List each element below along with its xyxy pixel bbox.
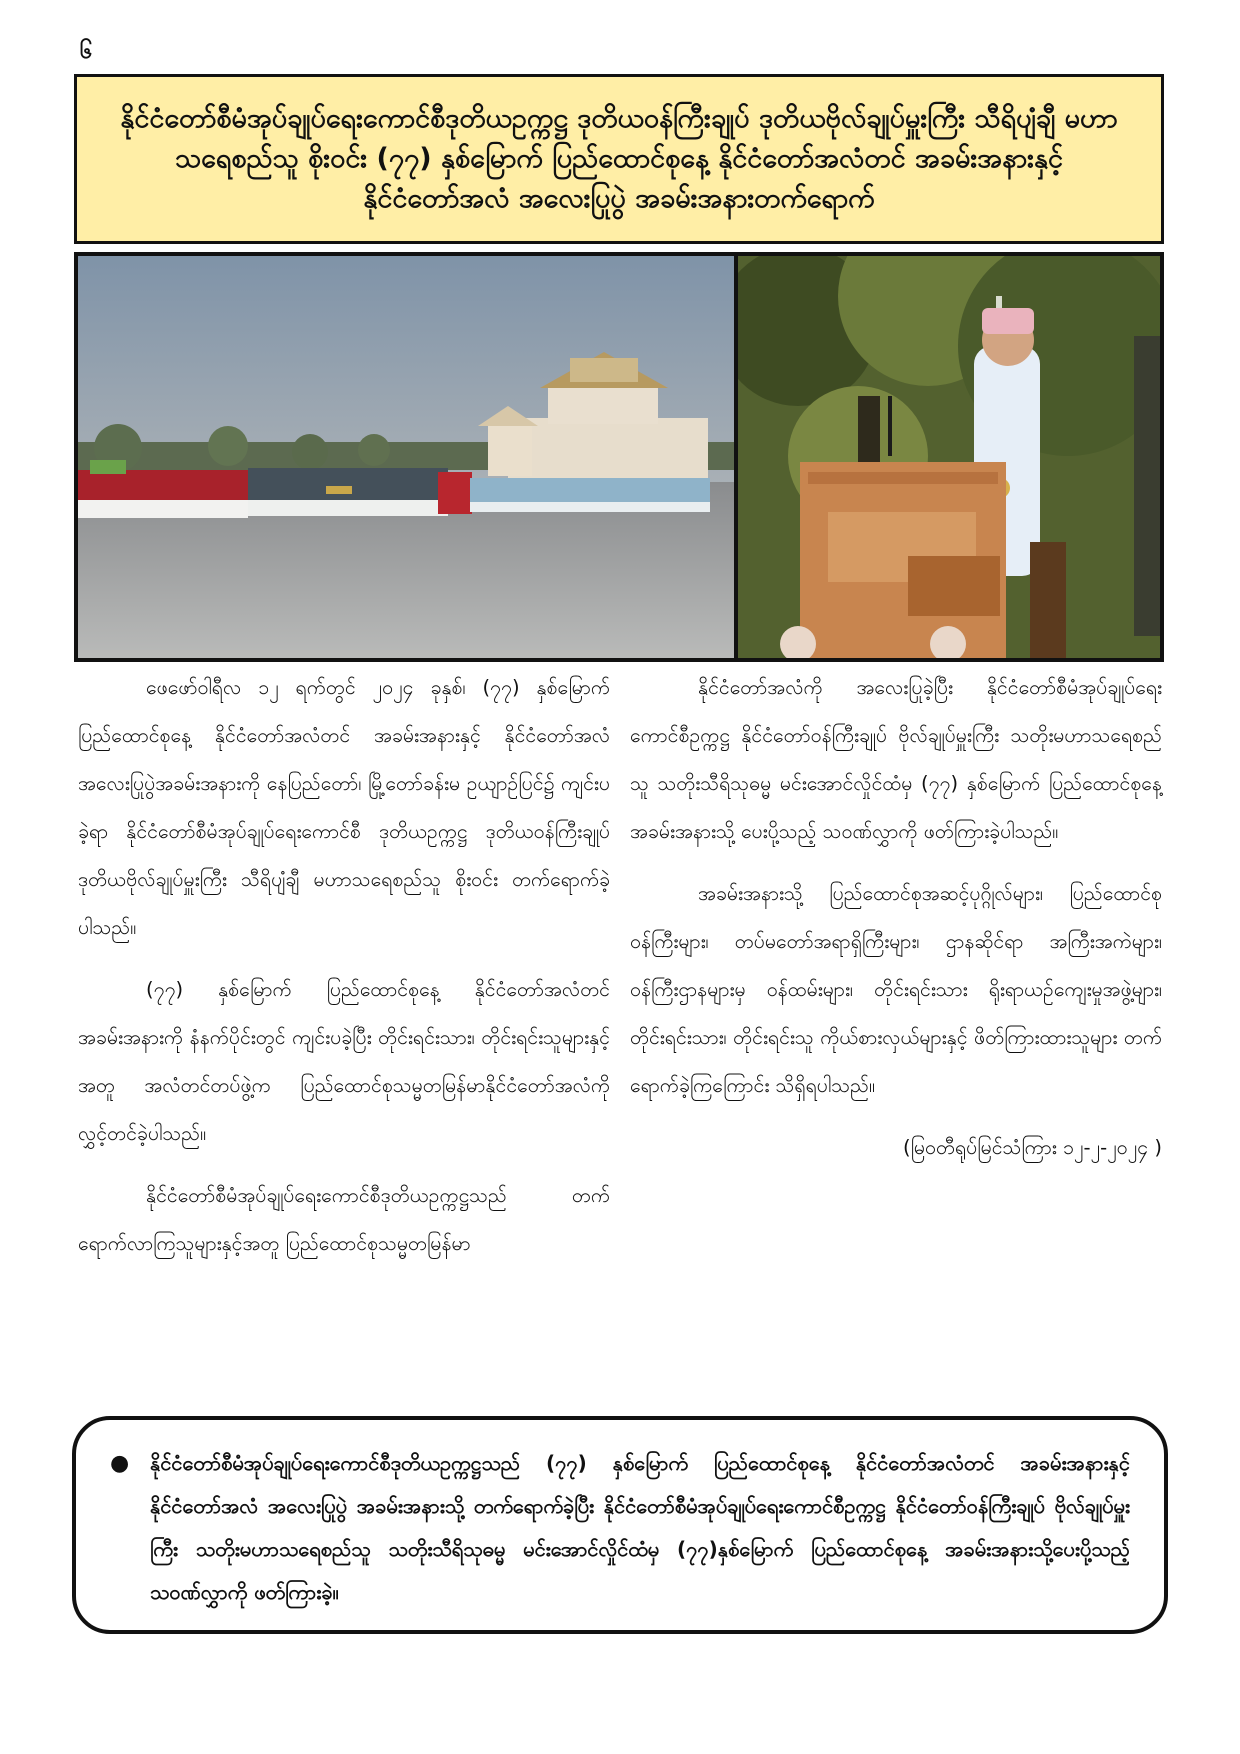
article-paragraph: နိုင်ငံတော်အလံကို အလေးပြုခဲ့ပြီး နိုင်ငံတော်စီမံအုပ်ချုပ်ရေးကောင်စီဥက္ကဋ္ဌ နိုင်ငံတော်ဝန်ကြီးချုပ် ဗိုလ်ချုပ်မှူးကြီး သတိုးမဟာသရေစည်သူ သတိုးသီရိသုဓမ္မ မင်းအောင်လှိုင်ထံမှ (၇၇) နှစ်မြောက် ပြည်ထောင်စုနေ့အခမ်းအနားသို့ ပေးပို့သည့် သဝဏ်လွှာကို ဖတ်ကြားခဲ့ပါသည်။ (630, 676, 1162, 843)
article-right-column (630, 664, 1162, 1172)
photo-strip (74, 252, 1164, 662)
bullet-icon: ● (110, 1451, 130, 1476)
article-paragraph: ဖေဖော်ဝါရီလ ၁၂ ရက်တွင် ၂၀၂၄ ခုနှစ်၊ (၇၇) နှစ်မြောက် ပြည်ထောင်စုနေ့ နိုင်ငံတော်အလံတင် အခမ်းအနားနှင့် နိုင်ငံတော်အလံအလေးပြုပွဲအခမ်းအနားကို နေပြည်တော်၊ မြို့တော်ခန်းမ ဥယျာဉ်ပြင်၌ ကျင်းပခဲ့ရာ နိုင်ငံတော်စီမံအုပ်ချုပ်ရေးကောင်စီ ဒုတိယဥက္ကဋ္ဌ ဒုတိယဝန်ကြီးချုပ် ဒုတိယဗိုလ်ချုပ်မှူးကြီး သီရိပျံချီ မဟာသရေစည်သူ စိုးဝင်း တက်ရောက်ခဲ့ပါသည်။ (78, 676, 610, 939)
parade-scene-image (78, 256, 734, 658)
speaker-at-podium-photo (738, 256, 1160, 658)
article-paragraph: အခမ်းအနားသို့ ပြည်ထောင်စုအဆင့်ပုဂ္ဂိုလ်များ၊ ပြည်ထောင်စုဝန်ကြီးများ၊ တပ်မတော်အရာရှိကြီးများ၊ ဌာနဆိုင်ရာ အကြီးအကဲများ၊ ဝန်ကြီးဌာနများမှ ဝန်ထမ်းများ၊ တိုင်းရင်းသား ရိုးရာယဉ်ကျေးမှုအဖွဲ့များ၊ တိုင်းရင်းသား၊ တိုင်းရင်းသူ ကိုယ်စားလှယ်များနှင့် ဖိတ်ကြားထားသူများ တက်ရောက်ခဲ့ကြကြောင်း သိရှိရပါသည်။ (630, 882, 1162, 1097)
article-source: (မြဝတီရုပ်မြင်သံကြား ၁၂-၂-၂၀၂၄ ) (903, 1136, 1162, 1159)
page-number: ၆ (80, 39, 93, 64)
article-paragraph: နိုင်ငံတော်စီမံအုပ်ချုပ်ရေးကောင်စီဒုတိယဥက္ကဋ္ဌသည် တက်ရောက်လာကြသူများနှင့်အတူ ပြည်ထောင်စုသမ္မတမြန်မာ (78, 1184, 610, 1255)
article-paragraph: (၇၇) နှစ်မြောက် ပြည်ထောင်စုနေ့ နိုင်ငံတော်အလံတင် အခမ်းအနားကို နံနက်ပိုင်းတွင် ကျင်းပခဲ့ပြီး တိုင်းရင်းသား၊ တိုင်းရင်းသူများနှင့်အတူ အလံတင်တပ်ဖွဲ့က ပြည်ထောင်စုသမ္မတမြန်မာနိုင်ငံတော်အလံကို လွှင့်တင်ခဲ့ပါသည်။ (78, 978, 610, 1145)
headline-box (74, 74, 1164, 244)
headline-text: နိုင်ငံတော်စီမံအုပ်ချုပ်ရေးကောင်စီဒုတိယဥက္ကဋ္ဌ ဒုတိယဝန်ကြီးချုပ် ဒုတိယဗိုလ်ချုပ်မှူးကြီး သီရိပျံချီ မဟာသရေစည်သူ စိုးဝင်း (၇၇) နှစ်မြောက် ပြည်ထောင်စုနေ့ နိုင်ငံတော်အလံတင် အခမ်းအနားနှင့် နိုင်ငံတော်အလံ အလေးပြုပွဲ အခမ်းအနားတက်ရောက် (120, 103, 1118, 214)
parade-ceremony-photo (78, 256, 734, 658)
article-left-column (78, 664, 610, 1282)
speaker-scene-image (738, 256, 1160, 658)
summary-box (72, 1416, 1168, 1634)
summary-text: နိုင်ငံတော်စီမံအုပ်ချုပ်ရေးကောင်စီဒုတိယဥက္ကဋ္ဌသည် (၇၇) နှစ်မြောက် ပြည်ထောင်စုနေ့ နိုင်ငံတော်အလံတင် အခမ်းအနားနှင့် နိုင်ငံတော်အလံ အလေးပြုပွဲ အခမ်းအနားသို့ တက်ရောက်ခဲ့ပြီး နိုင်ငံတော်စီမံအုပ်ချုပ်ရေးကောင်စီဥက္ကဋ္ဌ နိုင်ငံတော်ဝန်ကြီးချုပ် ဗိုလ်ချုပ်မှူးကြီး သတိုးမဟာသရေစည်သူ သတိုးသီရိသုဓမ္မ မင်းအောင်လှိုင်ထံမှ (၇၇)နှစ်မြောက် ပြည်ထောင်စုနေ့ အခမ်းအနားသို့ပေးပို့သည့် သဝဏ်လွှာကို ဖတ်ကြားခဲ့။ (150, 1451, 1130, 1604)
